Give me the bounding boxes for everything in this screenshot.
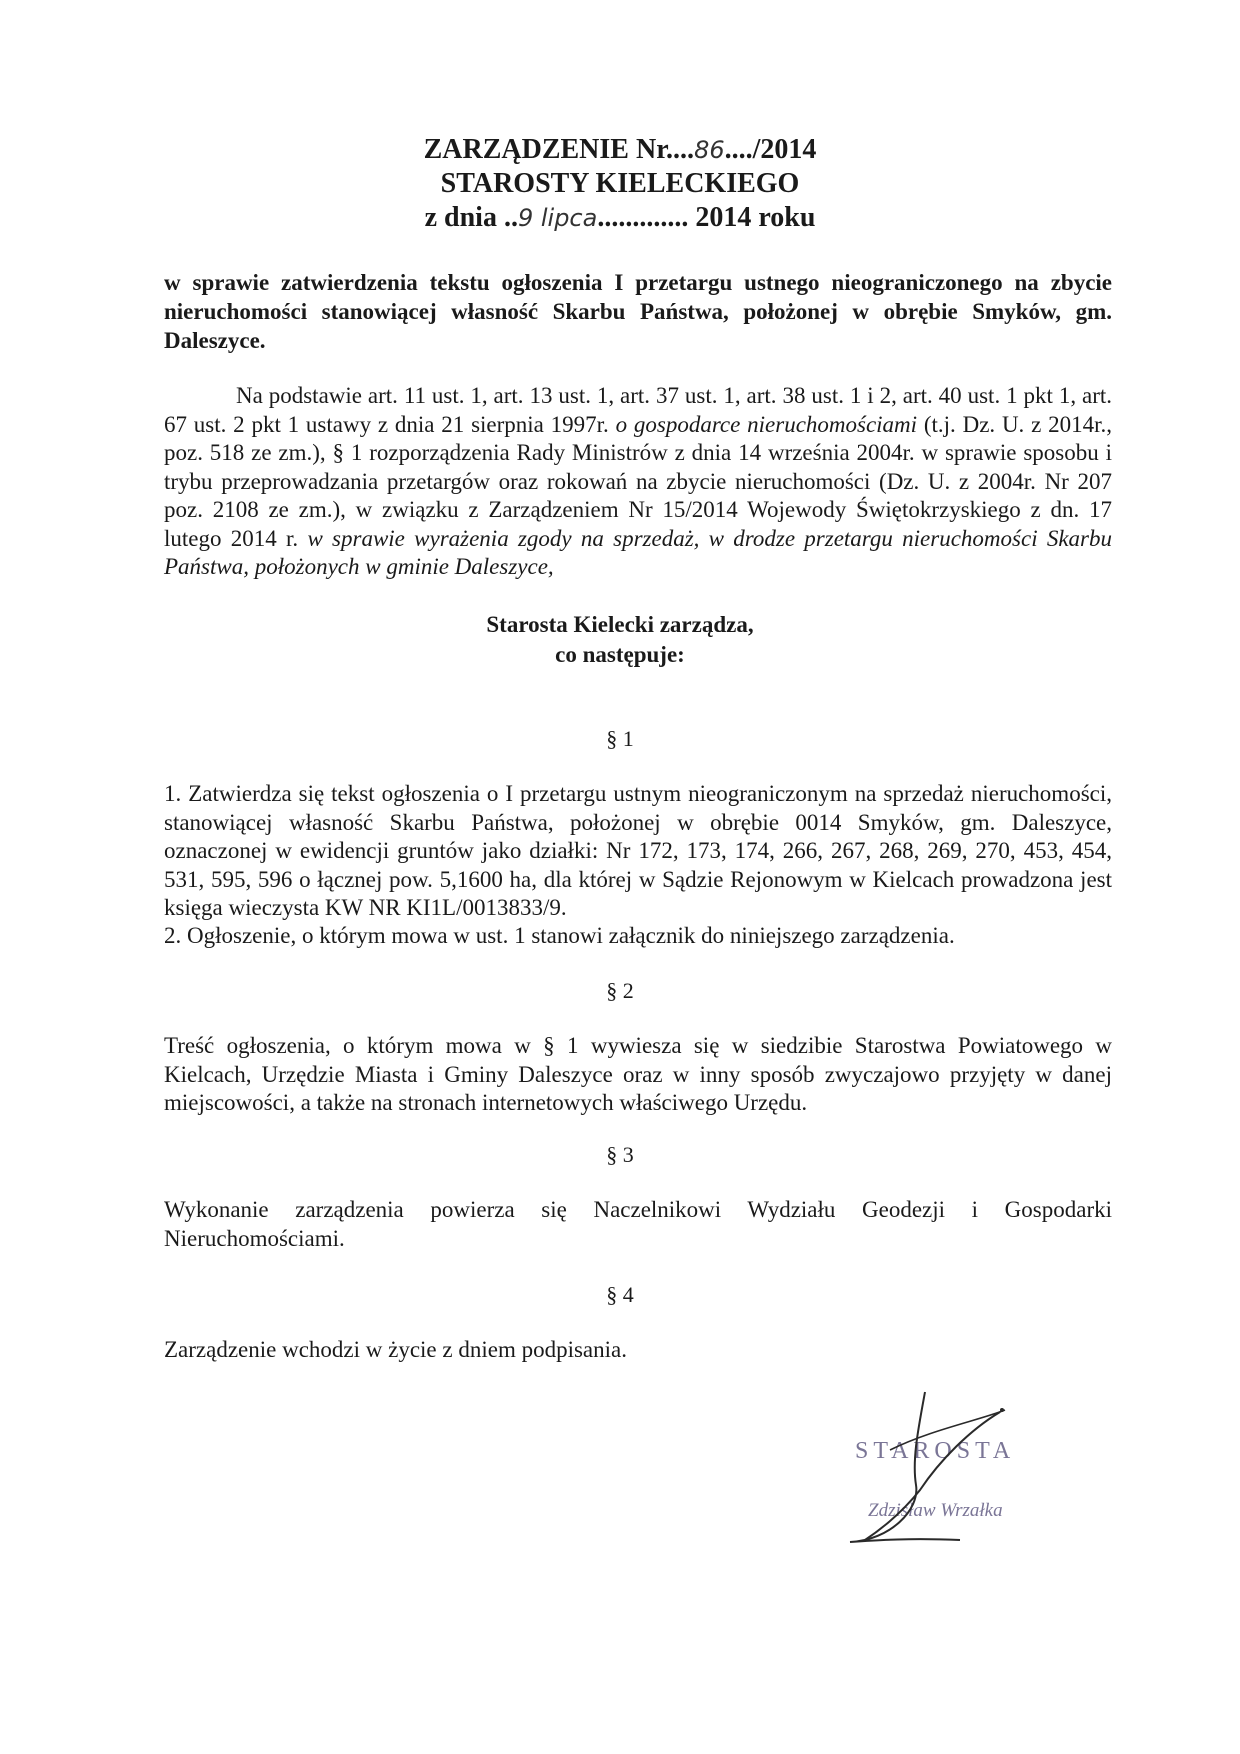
- section-mark-2: § 2: [606, 978, 634, 1003]
- decree-heading-line1: Starosta Kielecki zarządza,: [486, 612, 754, 637]
- section-mark-3: § 3: [606, 1142, 634, 1167]
- legal-basis-paragraph: Na podstawie art. 11 ust. 1, art. 13 ust. 1, art. 37 ust. 1, art. 38 ust. 1 i 2, art. 40 ust. 1 pkt 1, art. 67 ust. 2 pkt 1 ustawy z dnia 21 sierpnia 1997r. o gospodarce nieruchomościami (t.j. Dz. U. z 2014r., poz. 518 ze zm.), § 1 rozporządzenia Rady Ministrów z dnia 14 września 2004r. w sprawie sposobu i trybu przeprowadzania przetargów oraz rokowań na zbycie nieruchomości (Dz. U. z 2004r. Nr 207 poz. 2108 ze zm.), w związku z Zarządzeniem Nr 15/2014 Wojewody Świętokrzyskiego z dn. 17 lutego 2014 r. w sprawie wyrażenia zgody na sprzedaż, w drodze przetargu nieruchomości Skarbu Państwa, położonych w gminie Daleszyce,: [164, 383, 1113, 579]
- handwritten-number: 86: [694, 136, 725, 164]
- handwritten-date: 9 lipca: [517, 204, 598, 232]
- section-mark-1: § 1: [606, 726, 634, 751]
- decree-number-line: ZARZĄDZENIE Nr....86..../2014: [423, 134, 817, 165]
- decree-heading-line2: co następuje:: [555, 642, 685, 667]
- section-1-point-1: 1. Zatwierdza się tekst ogłoszenia o I przetargu ustnym nieograniczonym na sprzedaż nieruchomości, stanowiącej własność Skarbu Państwa, położonej w obrębie 0014 Smyków, gm. Daleszyce, oznaczonej w ewidencji gruntów jako działki: Nr 172, 173, 174, 266, 267, 268, 269, 270, 453, 454, 531, 595, 596 o łącznej pow. 5,1600 ha, dla której w Sądzie Rejonowym w Kielcach prowadzona jest księga wieczysta KW NR KI1L/0013833/9.: [164, 781, 1112, 920]
- decree-subject: w sprawie zatwierdzenia tekstu ogłoszenia I przetargu ustnego nieograniczonego na zbycie nieruchomości stanowiącej własność Skarbu Państwa, położonej w obrębie Smyków, gm. Daleszyce.: [164, 270, 1112, 353]
- section-1-point-2: 2. Ogłoszenie, o którym mowa w ust. 1 stanowi załącznik do niniejszego zarządzenia.: [164, 923, 955, 948]
- issuer-title: STAROSTY KIELECKIEGO: [440, 168, 800, 199]
- section-2-text: Treść ogłoszenia, o którym mowa w § 1 wywiesza się w siedzibie Starostwa Powiatowego w Kielcach, Urzędzie Miasta i Gminy Daleszyce oraz w inny sposób zwyczajowo przyjęty w danej miejscowości, a także na stronach internetowych właściwego Urzędu.: [164, 1033, 1112, 1115]
- signature-icon: [820, 1390, 1020, 1550]
- section-3-text: Wykonanie zarządzenia powierza się Naczelnikowi Wydziału Geodezji i Gospodarki Nieruchomościami.: [164, 1197, 1112, 1251]
- decree-date-line: z dnia ..9 lipca............. 2014 roku: [424, 202, 816, 233]
- section-mark-4: § 4: [606, 1282, 634, 1307]
- section-4-text: Zarządzenie wchodzi w życie z dniem podpisania.: [164, 1337, 627, 1362]
- stamp-title: STAROSTA: [855, 1438, 1016, 1464]
- stamp-name: Zdzisław Wrzałka: [868, 1500, 1003, 1521]
